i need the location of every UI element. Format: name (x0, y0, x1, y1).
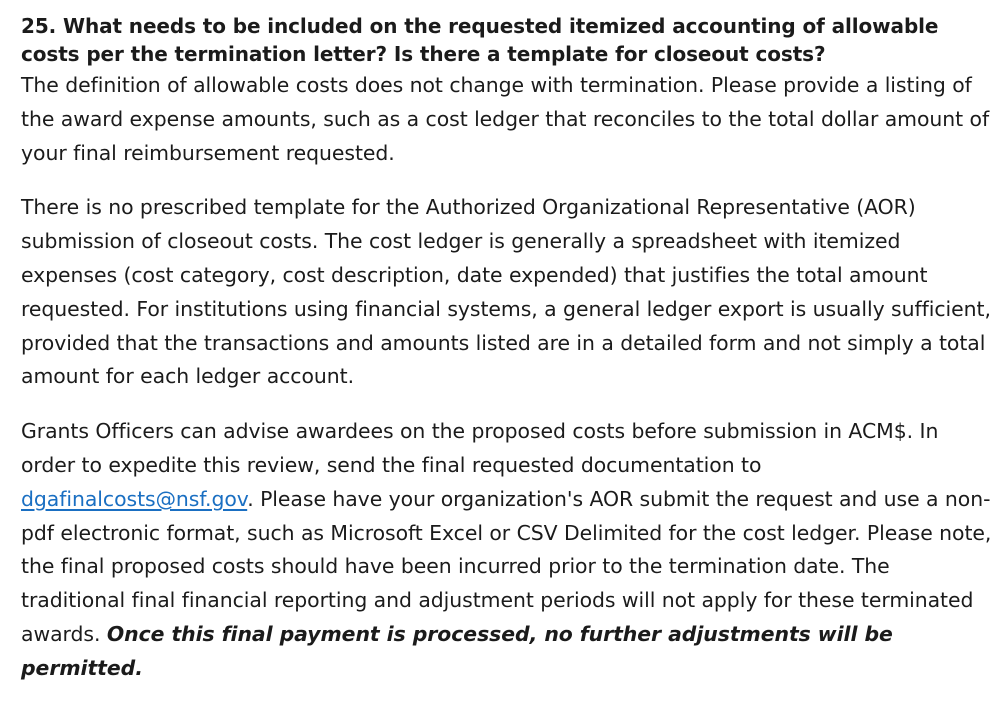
answer-paragraph-submission (21, 415, 993, 685)
final-payment-warning: Once this final payment is processed, no further adjustments will be permitted. (21, 621, 893, 680)
email-link[interactable]: dgafinalcosts@nsf.gov (21, 486, 248, 511)
faq-entry (21, 12, 993, 686)
answer-paragraph-allowable-costs: The definition of allowable costs does not change with termination. Please provide a listing of the award expense amounts, such as a cost ledger that reconciles to the total dollar amount of your final reimbursement requested. (21, 73, 990, 165)
submission-intro-text: Grants Officers can advise awardees on the proposed costs before submission in ACM$. In order to expedite this review, send the final requested documentation to (21, 419, 939, 477)
answer-paragraph-template: There is no prescribed template for the Authorized Organizational Representative (AOR) submission of closeout costs. The cost ledger is generally a spreadsheet with itemized expenses (cost category, cost description, date expended) that justifies the total amount requested. For institutions using financial systems, a general ledger export is usually sufficient, provided that the transactions and amounts listed are in a detailed form and not simply a total amount for each ledger account. (21, 195, 991, 389)
submission-body-text: . Please have your organization's AOR submit the request and use a non-pdf electronic format, such as Microsoft Excel or CSV Delimited for the cost ledger. Please note, the final proposed costs should have been incurred prior to the termination date. The traditional final financial reporting and adjustment periods will not apply for these terminated awards. (21, 486, 992, 646)
faq-question-heading: 25. What needs to be included on the requested itemized accounting of allowable costs per the termination letter? Is there a template for closeout costs? (21, 14, 939, 66)
